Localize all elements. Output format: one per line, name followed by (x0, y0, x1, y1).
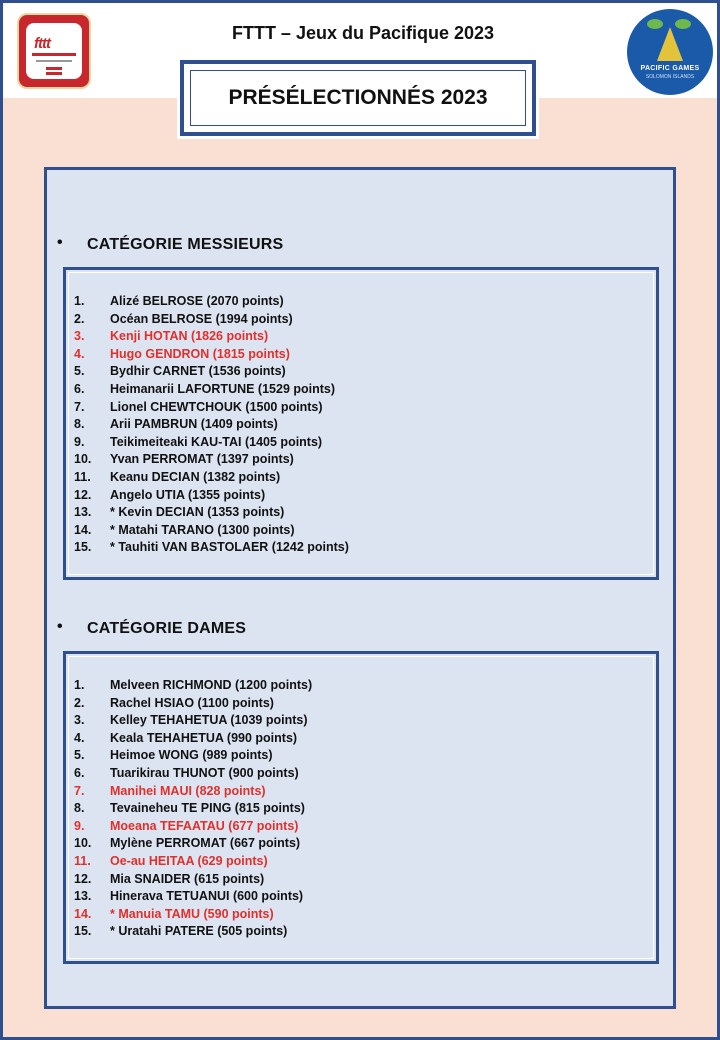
list-item-text: * Uratahi PATERE (505 points) (110, 924, 288, 939)
list-item-number: 10. (74, 452, 92, 467)
list-item-number: 3. (74, 713, 85, 728)
list-item-number: 14. (74, 522, 92, 537)
list-item-text: Melveen RICHMOND (1200 points) (110, 678, 313, 692)
list-item-text: Océan BELROSE (1994 points) (110, 311, 293, 326)
pacific-games-logo-text: PACIFIC GAMES (640, 65, 700, 72)
header-title: FTTT – Jeux du Pacifique 2023 (231, 23, 495, 43)
list-item-text: Heimoe WONG (989 points) (110, 748, 273, 763)
list-item-text: Tuarikirau THUNOT (900 points) (110, 766, 299, 780)
list-item-number: 6. (74, 382, 85, 396)
list-item-number: 1. (74, 294, 85, 308)
list-item-text: Angelo UTIA (1355 points) (110, 487, 266, 502)
list-item-number: 2. (74, 311, 85, 326)
section-heading-women: CATÉGORIE DAMES (87, 620, 247, 637)
list-item-text: Mylène PERROMAT (667 points) (110, 836, 301, 851)
list-item-number: 4. (74, 730, 85, 745)
federation-tahitienne-logo-icon: fttt (17, 13, 91, 89)
list-item-number: 9. (74, 818, 85, 833)
list-item-number: 15. (74, 540, 92, 555)
list-item-text: Teikimeiteaki KAU-TAI (1405 points) (110, 434, 323, 449)
list-item-text: Moeana TEFAATAU (677 points) (110, 818, 299, 833)
bullet-icon: • (57, 618, 63, 635)
list-item-number: 1. (74, 678, 85, 692)
list-item-number: 8. (74, 417, 85, 432)
list-item-text: * Tauhiti VAN BASTOLAER (1242 points) (110, 540, 349, 555)
list-item-number: 2. (74, 695, 85, 710)
list-item-number: 12. (74, 871, 92, 886)
list-item-number: 5. (74, 748, 85, 763)
list-item-text: Yvan PERROMAT (1397 points) (110, 452, 294, 467)
women-list-box (63, 651, 659, 964)
list-item-text: Kenji HOTAN (1826 points) (110, 329, 269, 344)
list-item-number: 8. (74, 801, 85, 816)
pacific-games-logo-subtext: SOLOMON ISLANDS (645, 74, 695, 80)
list-item-text: * Manuia TAMU (590 points) (110, 906, 274, 921)
list-item-text: Keanu DECIAN (1382 points) (110, 470, 281, 484)
list-item-number: 13. (74, 505, 92, 520)
bullet-icon: • (57, 234, 63, 251)
list-item-number: 5. (74, 364, 85, 379)
list-item-text: Hugo GENDRON (1815 points) (110, 346, 290, 361)
pacific-games-logo-icon (627, 9, 713, 95)
list-item-number: 15. (74, 924, 92, 939)
list-item-number: 3. (74, 329, 85, 344)
list-item-number: 7. (74, 399, 85, 414)
list-item-number: 9. (74, 434, 85, 449)
men-list-box (63, 267, 659, 580)
list-item-number: 11. (74, 854, 91, 868)
list-item-number: 4. (74, 346, 85, 361)
list-item-number: 13. (74, 889, 92, 904)
list-item-text: Bydhir CARNET (1536 points) (110, 364, 286, 379)
list-item-text: Oe-au HEITAA (629 points) (110, 854, 268, 868)
list-item-text: Tevaineheu TE PING (815 points) (110, 801, 305, 816)
list-item-number: 7. (74, 783, 85, 798)
list-item-text: Heimanarii LAFORTUNE (1529 points) (110, 382, 336, 396)
list-item-text: Keala TEHAHETUA (990 points) (110, 730, 298, 745)
list-item-text: Manihei MAUI (828 points) (110, 783, 266, 798)
section-heading-men: CATÉGORIE MESSIEURS (87, 236, 284, 253)
list-item-number: 14. (74, 906, 92, 921)
list-item-number: 10. (74, 836, 92, 851)
content-panel (44, 167, 676, 1009)
list-item-number: 6. (74, 766, 85, 780)
page-title: PRÉSÉLECTIONNÉS 2023 (228, 86, 488, 109)
list-item-number: 11. (74, 470, 91, 484)
list-item-text: * Matahi TARANO (1300 points) (110, 522, 295, 537)
list-item-text: Arii PAMBRUN (1409 points) (110, 417, 278, 432)
list-item-text: Rachel HSIAO (1100 points) (110, 695, 274, 710)
list-item-text: Alizé BELROSE (2070 points) (110, 294, 284, 308)
list-item-number: 12. (74, 487, 92, 502)
list-item-text: Lionel CHEWTCHOUK (1500 points) (110, 399, 323, 414)
list-item-text: * Kevin DECIAN (1353 points) (110, 505, 285, 520)
list-item-text: Mia SNAIDER (615 points) (110, 871, 265, 886)
title-box (180, 60, 536, 136)
list-item-text: Hinerava TETUANUI (600 points) (110, 889, 304, 904)
list-item-text: Kelley TEHAHETUA (1039 points) (110, 713, 308, 728)
